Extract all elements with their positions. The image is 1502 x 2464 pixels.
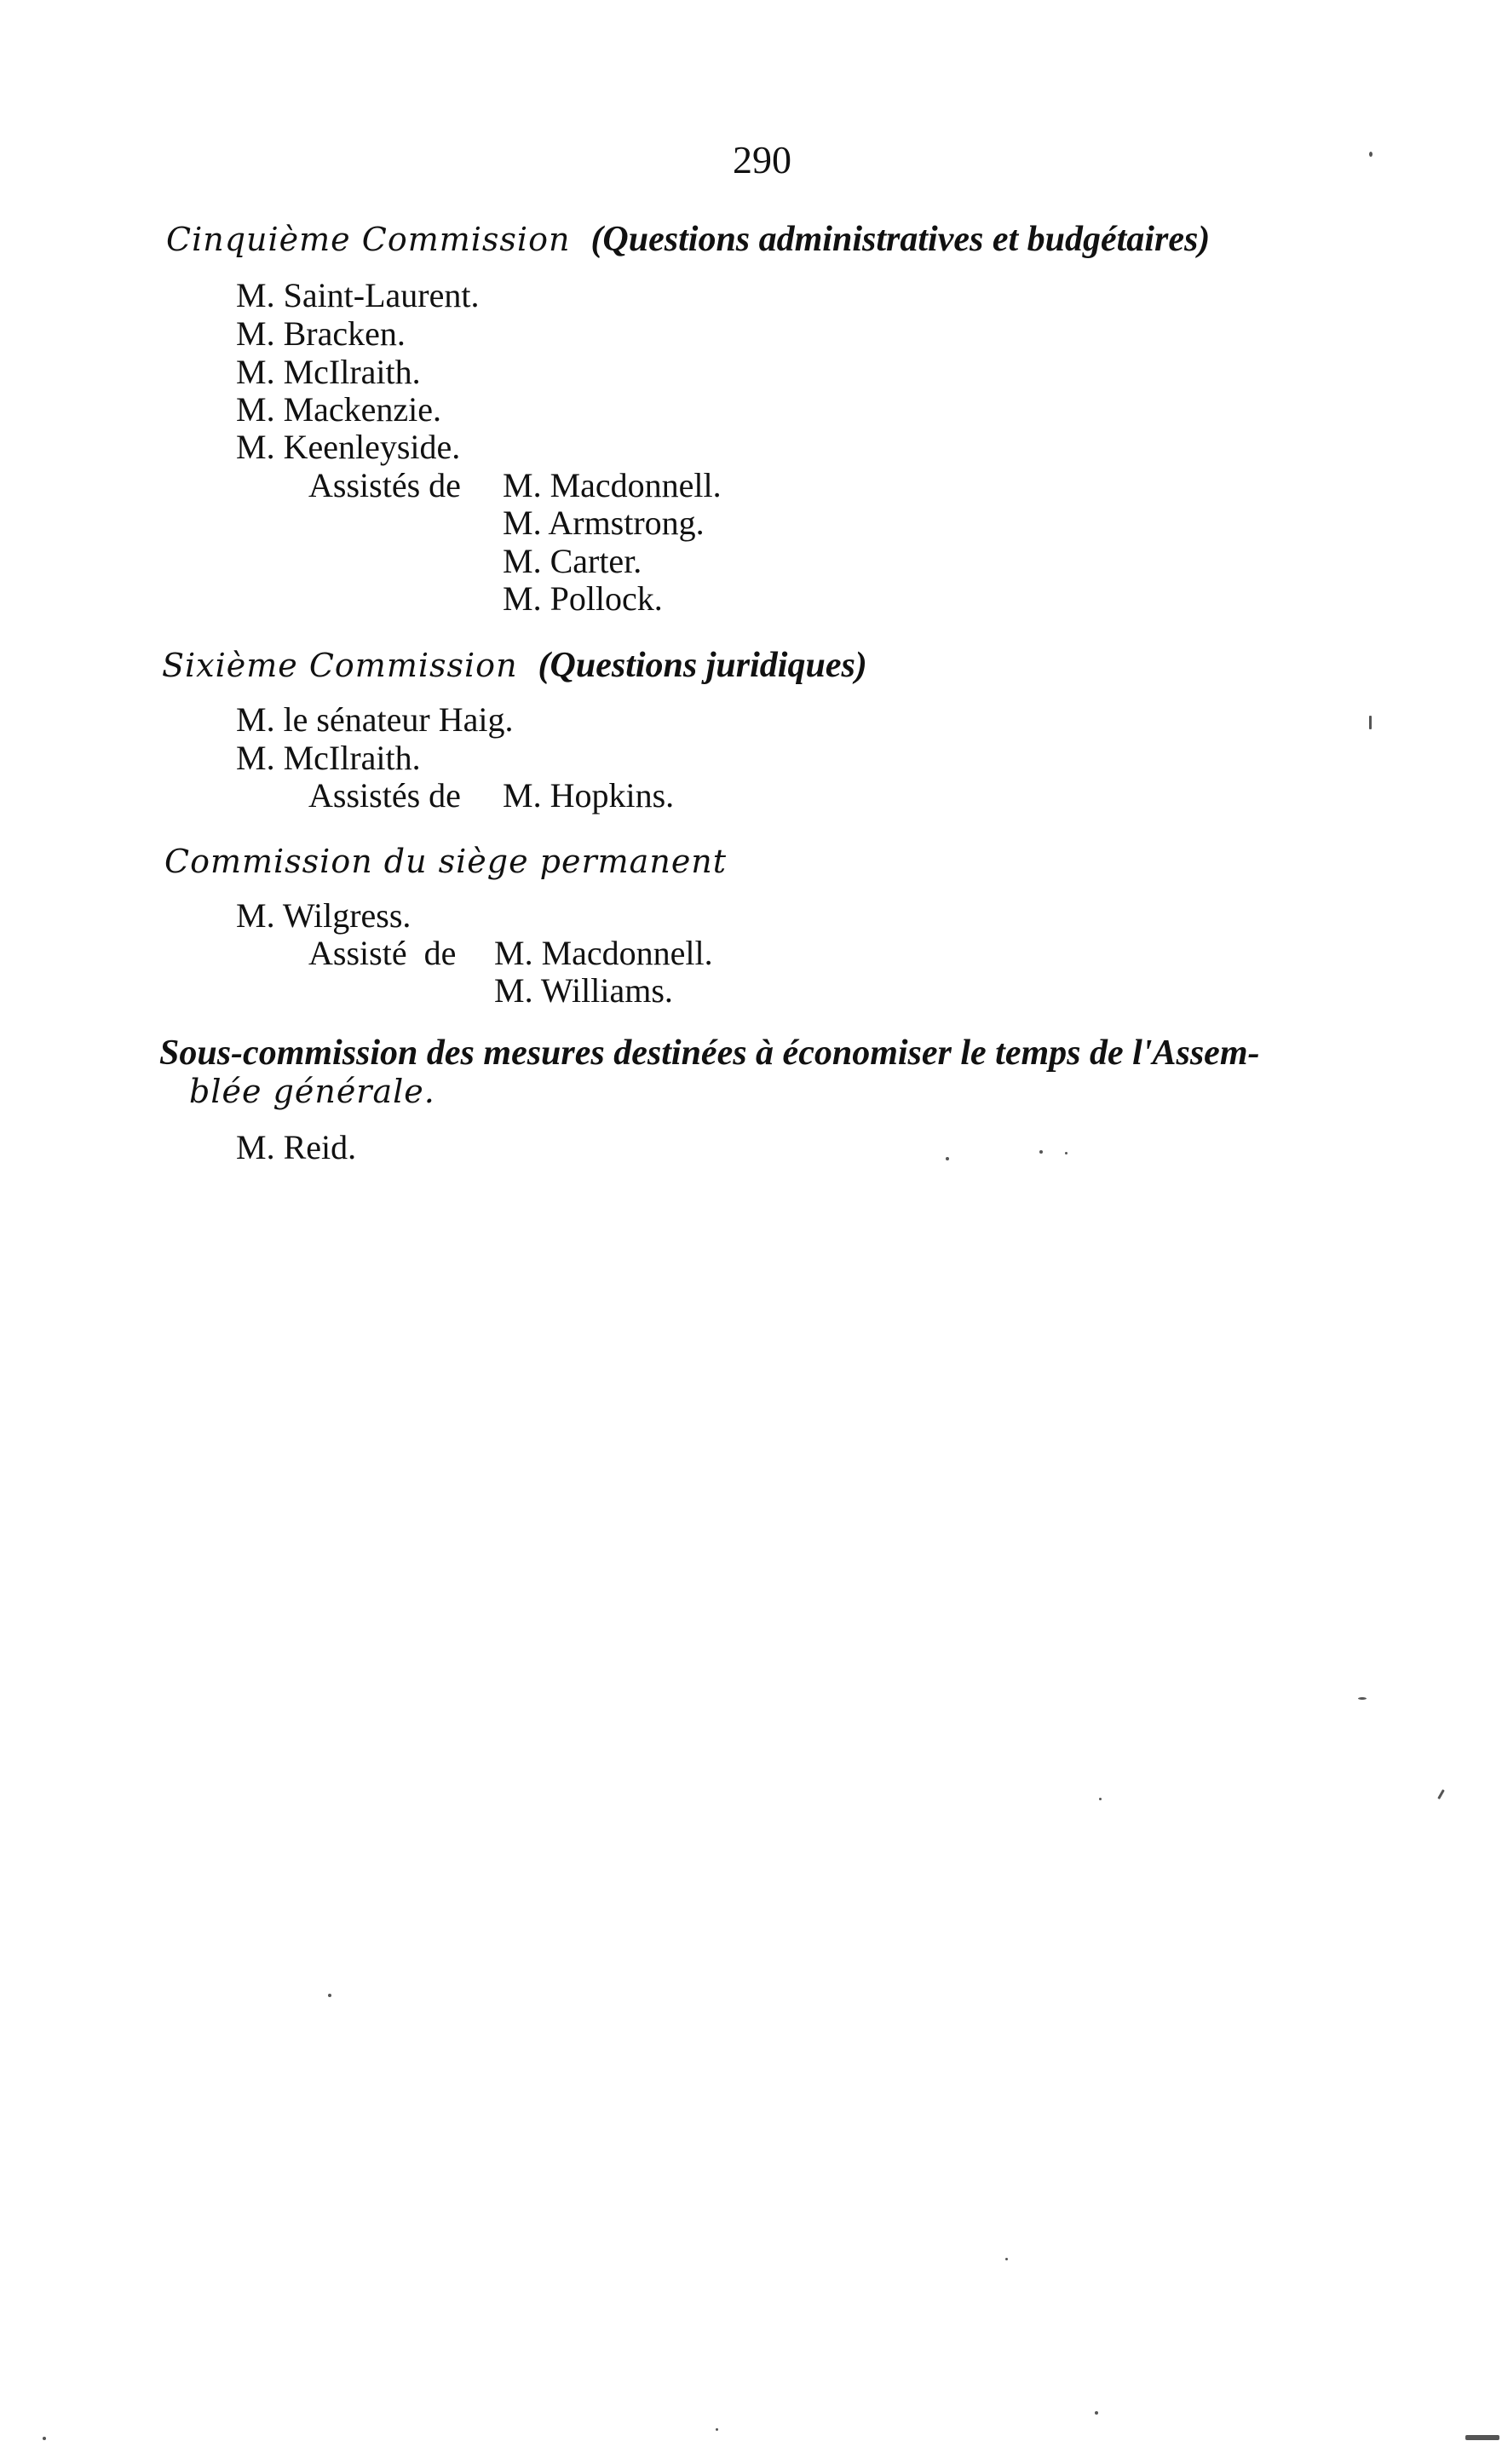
- scan-speck: [1437, 1789, 1445, 1799]
- section-heading: [162, 646, 867, 685]
- assisted-label: Assistés de: [308, 466, 461, 504]
- section-title: Cinquième Commission: [166, 221, 571, 258]
- scan-speck: [1005, 2258, 1008, 2260]
- scan-speck: [1369, 152, 1373, 157]
- section-heading-continued: [189, 1072, 435, 1111]
- section-heading: [166, 220, 1210, 259]
- scan-speck: [328, 1994, 331, 1997]
- section-title: Sixième Commission: [162, 647, 518, 684]
- member-name: M. Reid.: [236, 1128, 357, 1166]
- assistant-name: M. Armstrong.: [503, 504, 705, 542]
- assistant-name: M. Pollock.: [503, 579, 663, 618]
- section-subtitle: (Questions juridiques): [538, 646, 867, 685]
- scan-speck: [1099, 1798, 1102, 1800]
- assistant-name: M. Hopkins.: [503, 776, 675, 815]
- scan-speck: [1465, 2435, 1499, 2440]
- member-name: M. Wilgress.: [236, 896, 411, 935]
- section-title-line-1: Sous-commission des mesures destinées à économiser le temps de l'Assem-: [159, 1033, 1260, 1073]
- section-title: Commission du siège permanent: [164, 843, 728, 880]
- scan-speck: [1095, 2411, 1098, 2415]
- member-name: M. le sénateur Haig.: [236, 700, 514, 739]
- scan-speck: [1065, 1152, 1068, 1154]
- assisted-label: Assistés de: [308, 776, 461, 815]
- scan-speck: [716, 2428, 718, 2431]
- assistant-name: M. Macdonnell.: [503, 466, 722, 504]
- section-heading: [164, 842, 727, 881]
- scan-speck: [1369, 716, 1372, 729]
- assistant-name: M. Carter.: [503, 542, 642, 580]
- member-name: M. Keenleyside.: [236, 428, 461, 466]
- scan-speck: [1039, 1150, 1043, 1154]
- page-number: 290: [733, 138, 791, 181]
- member-name: M. Saint-Laurent.: [236, 276, 480, 314]
- section-title-line-2: blée générale.: [189, 1073, 435, 1110]
- section-heading: [159, 1033, 1259, 1073]
- member-name: M. McIlraith.: [236, 739, 421, 777]
- assisted-label: Assisté de: [308, 934, 457, 972]
- section-subtitle: (Questions administratives et budgétaires): [590, 220, 1211, 259]
- member-name: M. Bracken.: [236, 314, 406, 353]
- scan-speck: [43, 2437, 46, 2440]
- scan-speck: [1358, 1697, 1367, 1700]
- member-name: M. Mackenzie.: [236, 390, 442, 429]
- member-name: M. McIlraith.: [236, 353, 421, 391]
- assistant-name: M. Macdonnell.: [494, 934, 713, 972]
- scan-speck: [946, 1157, 949, 1160]
- assistant-name: M. Williams.: [494, 971, 673, 1010]
